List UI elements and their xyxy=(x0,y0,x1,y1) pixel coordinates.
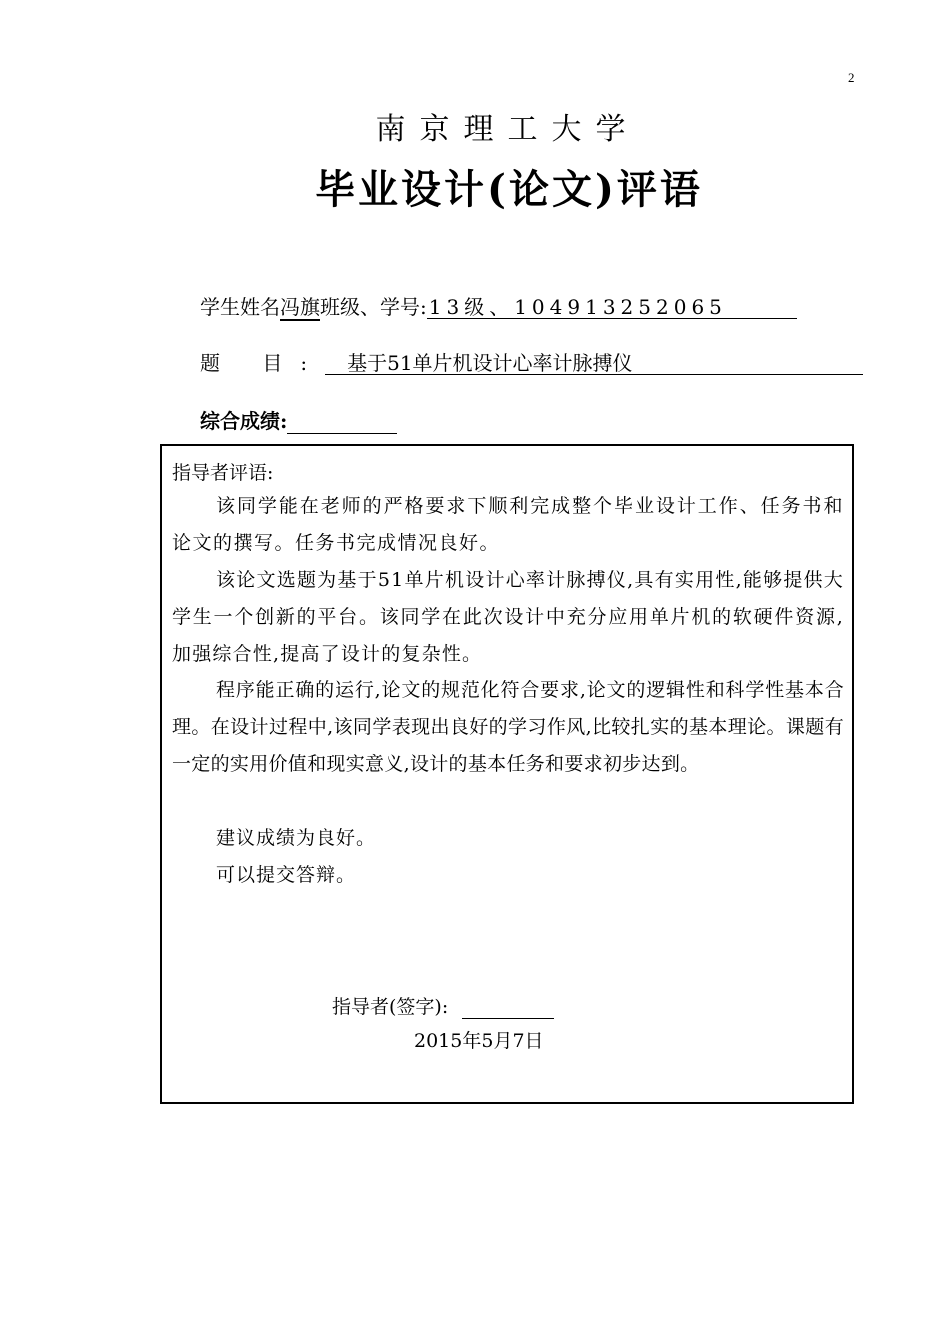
university-name: 南京理工大学 xyxy=(375,112,640,147)
signature-blank xyxy=(462,1000,554,1019)
signature-date: 2015年5月7日 xyxy=(414,1030,544,1052)
student-name: 冯旗 xyxy=(280,295,320,319)
topic-label: 题 目: xyxy=(200,351,326,375)
comment-paragraph: 建议成绩为良好。 xyxy=(216,827,377,849)
topic-row xyxy=(200,350,863,376)
grade-row xyxy=(200,408,397,434)
page-number: 2 xyxy=(848,70,855,85)
comment-paragraph: 该同学能在老师的严格要求下顺利完成整个毕业设计工作、任务书和论文的撰写。任务书完成情况良好。 xyxy=(172,495,844,554)
comment-paragraph: 该论文选题为基于51单片机设计心率计脉搏仪,具有实用性,能够提供大学生一个创新的平台。该同学在此次设计中充分应用单片机的软硬件资源,加强综合性,提高了设计的复杂性。 xyxy=(172,569,844,665)
class-id-label: 班级、学号: xyxy=(320,295,427,319)
document-title: 毕业设计(论文)评语 xyxy=(315,166,703,213)
comment-paragraph: 程序能正确的运行,论文的规范化符合要求,论文的逻辑性和科学性基本合理。在设计过程中,该同学表现出良好的学习作风,比较扎实的基本理论。课题有一定的实用价值和现实意义,设计的基本任务和要求初步达到。 xyxy=(172,679,844,775)
topic-field: 基于51单片机设计心率计脉搏仪 xyxy=(325,352,863,375)
comment-paragraph: 可以提交答辩。 xyxy=(216,864,357,886)
signature-label: 指导者(签字): xyxy=(332,996,449,1018)
signature-row xyxy=(332,992,554,1019)
grade-label: 综合成绩: xyxy=(200,409,288,433)
student-name-label: 学生姓名 xyxy=(200,295,280,319)
comment-title: 指导者评语: xyxy=(172,462,274,484)
grade-blank xyxy=(287,413,397,434)
student-info-row xyxy=(200,294,797,320)
class-id-field: 13级、104913252065 xyxy=(427,296,797,319)
